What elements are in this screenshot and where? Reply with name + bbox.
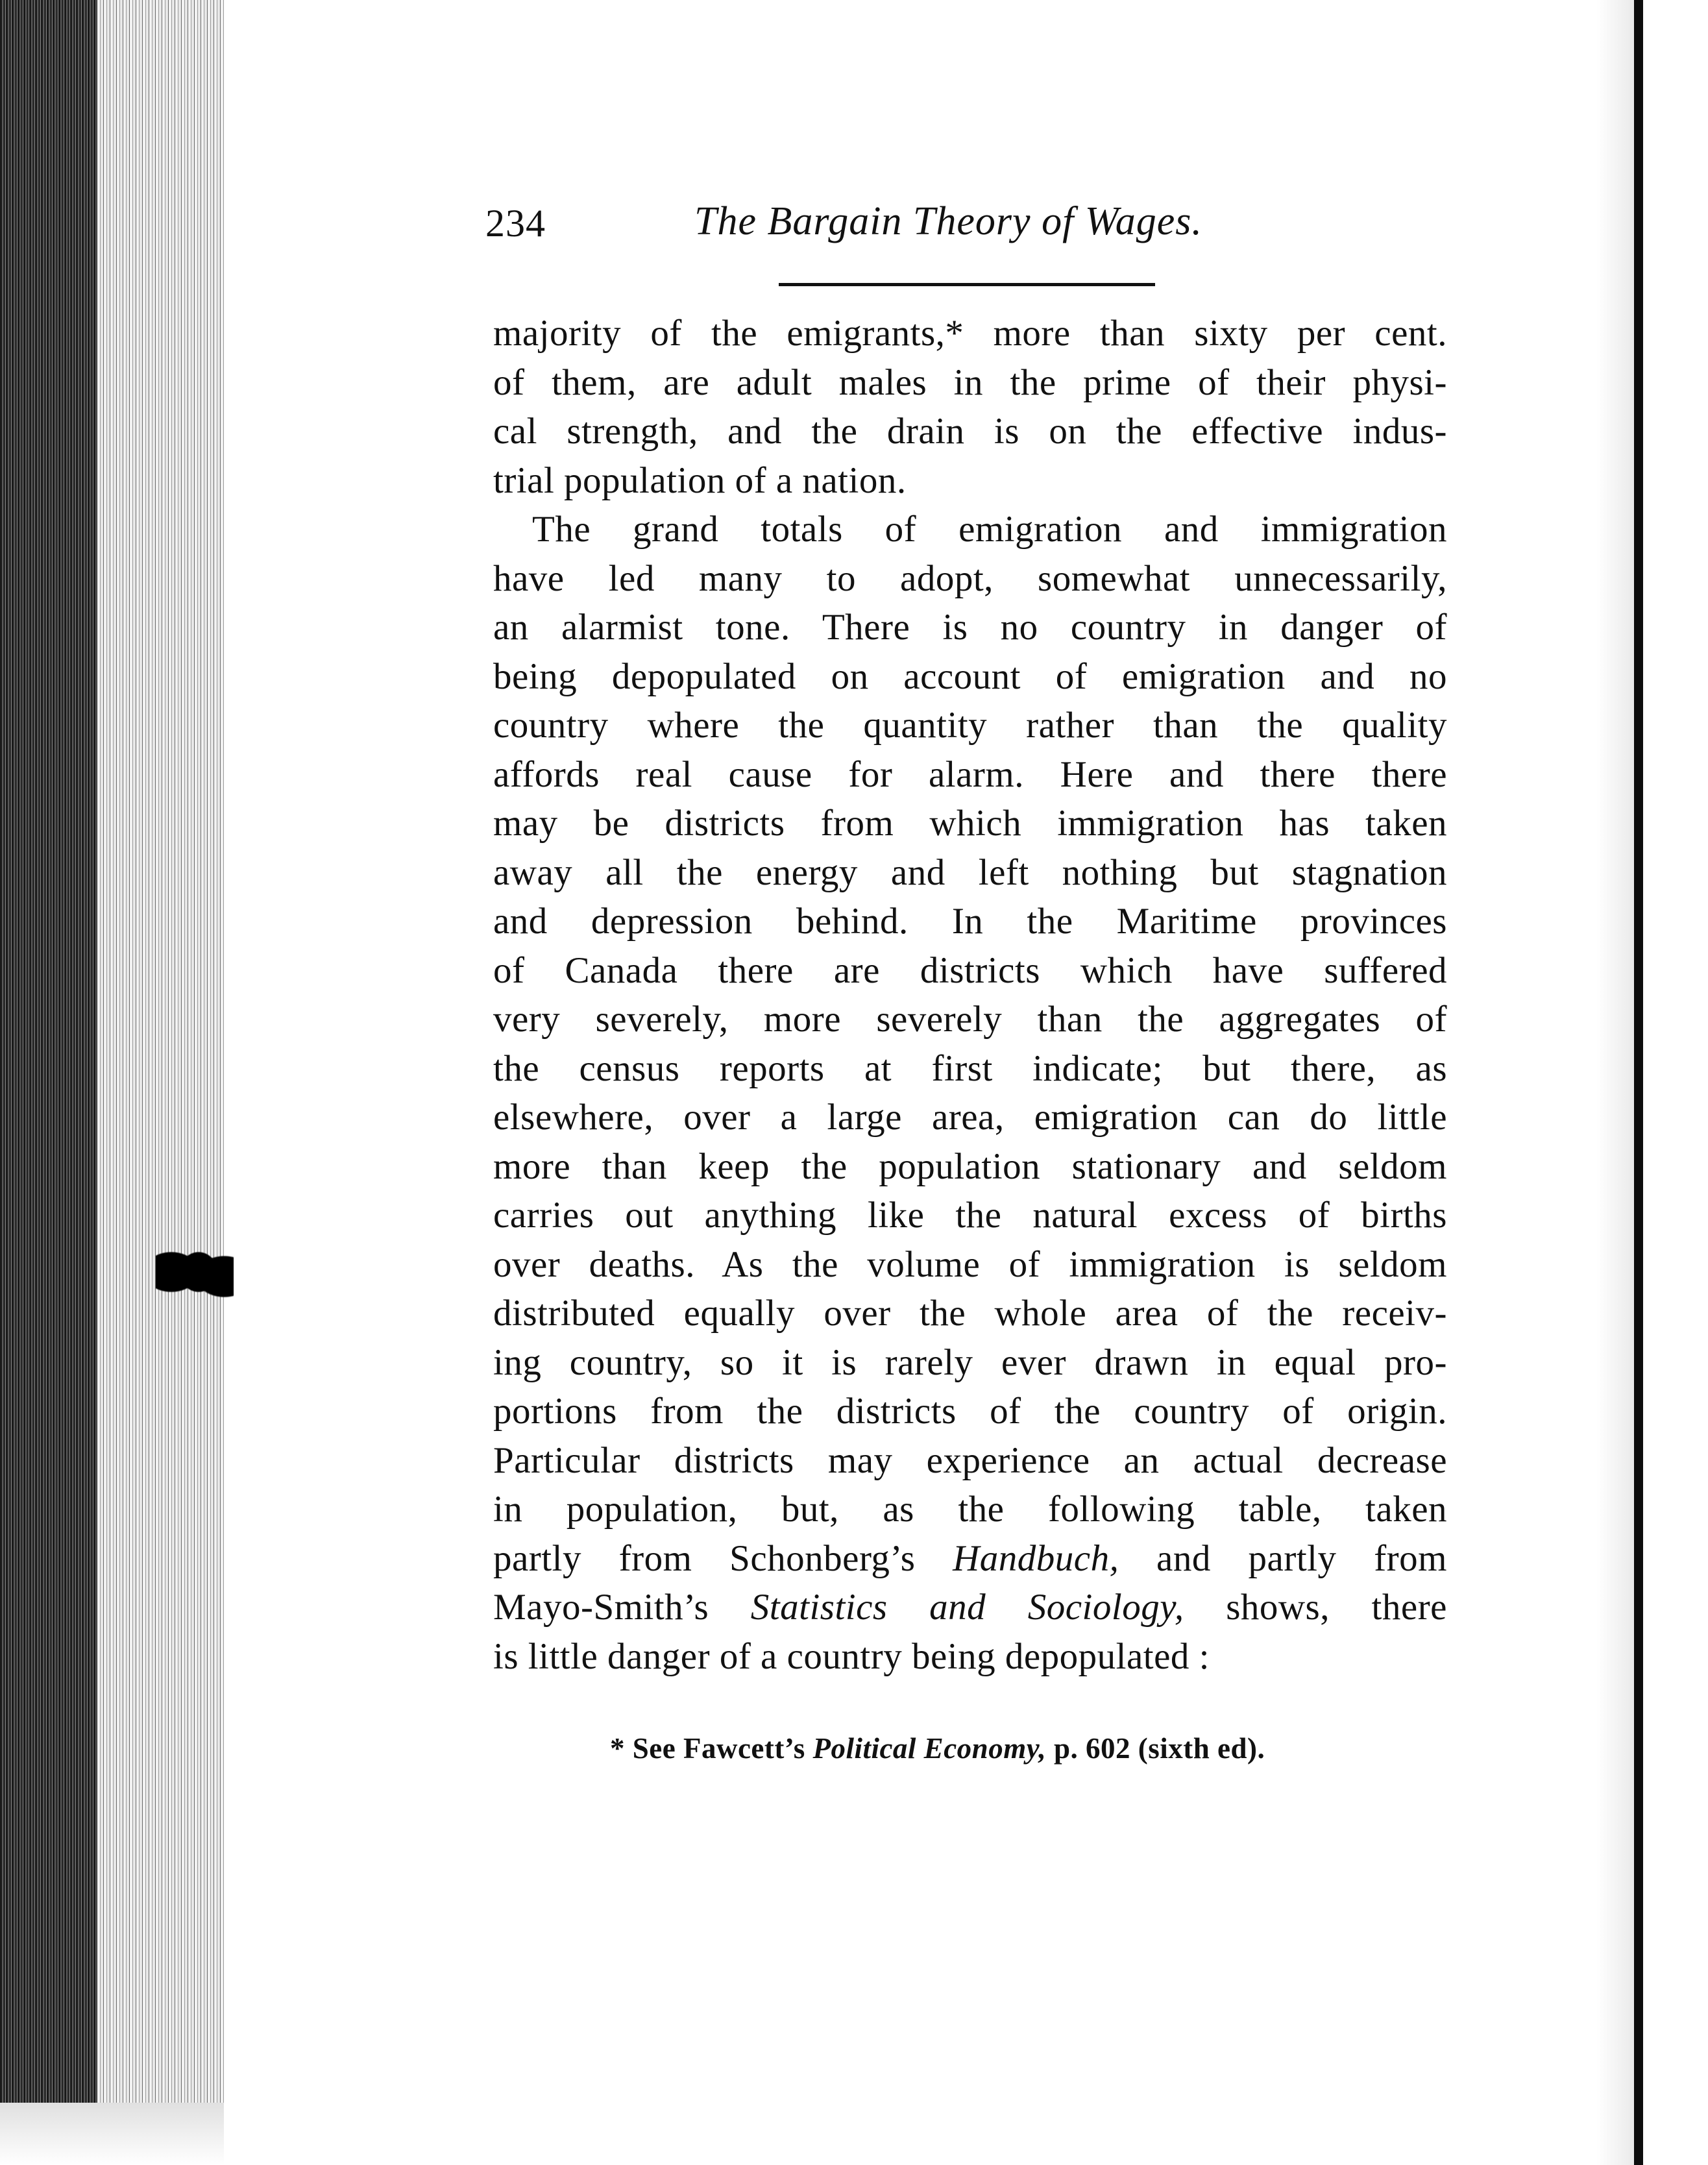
header-rule xyxy=(779,283,1155,286)
line-part: shows, there xyxy=(1184,1587,1447,1628)
footnote xyxy=(610,1731,1265,1765)
text-line: in population, but, as the following table, taken xyxy=(493,1489,1447,1530)
text-line: being depopulated on account of emigration and no xyxy=(493,655,1447,697)
text-line: away all the energy and left nothing but stagnation xyxy=(493,851,1447,893)
footnote-text: * See Fawcett’s xyxy=(610,1732,813,1765)
text-line: trial population of a nation. xyxy=(493,459,907,501)
text-line: may be districts from which immigration has taken xyxy=(493,803,1447,844)
thumb-index-mark xyxy=(156,1227,234,1317)
text-line: affords real cause for alarm. Here and there there xyxy=(493,753,1447,795)
right-margin xyxy=(1643,0,1708,2165)
text-line: over deaths. As the volume of immigration is seldom xyxy=(493,1243,1447,1285)
text-line: cal strength, and the drain is on the effective indus- xyxy=(493,411,1447,452)
cited-title: Statistics and Sociology, xyxy=(750,1587,1184,1628)
text-line: very severely, more severely than the aggregates of xyxy=(493,999,1447,1040)
text-line: is little danger of a country being depopulated : xyxy=(493,1635,1210,1677)
page-stack-leaves xyxy=(97,0,224,2142)
text-line: an alarmist tone. There is no country in danger of xyxy=(493,607,1447,648)
line-part: Mayo-Smith’s xyxy=(493,1587,751,1628)
text-line: of them, are adult males in the prime of their physi- xyxy=(493,361,1447,403)
text-line: the census reports at first indicate; but there, as xyxy=(493,1047,1447,1089)
page-stack-bottom xyxy=(0,2103,224,2165)
body-text xyxy=(493,309,1447,1681)
text-line: more than keep the population stationary and seldom xyxy=(493,1145,1447,1187)
running-header xyxy=(485,195,1258,253)
book-fore-edge xyxy=(0,0,224,2165)
right-page-edge xyxy=(1634,0,1643,2165)
text-line: country where the quantity rather than the quality xyxy=(493,705,1447,746)
text-line-with-citation xyxy=(493,1534,1447,1584)
page-number: 234 xyxy=(485,202,546,245)
text-line: Particular districts may experience an actual decrease xyxy=(493,1439,1447,1481)
text-line: distributed equally over the whole area of the receiv- xyxy=(493,1293,1447,1334)
text-line: The grand totals of emigration and immigration xyxy=(532,509,1447,550)
line-part: partly from Schonberg’s xyxy=(493,1537,953,1579)
line-part: and partly from xyxy=(1119,1537,1447,1579)
text-line: and depression behind. In the Maritime provinces xyxy=(493,901,1447,942)
footnote-text: p. 602 (sixth ed). xyxy=(1046,1732,1265,1765)
text-line-with-citation xyxy=(493,1583,1447,1632)
text-line: ing country, so it is rarely ever drawn in equal pro- xyxy=(493,1341,1447,1383)
cited-title: Handbuch, xyxy=(953,1537,1119,1579)
text-line: portions from the districts of the country of origin. xyxy=(493,1391,1447,1432)
text-line: have led many to adopt, somewhat unnecessarily, xyxy=(493,557,1447,599)
text-line: carries out anything like the natural excess of births xyxy=(493,1195,1447,1236)
running-title: The Bargain Theory of Wages. xyxy=(694,199,1202,243)
text-line: majority of the emigrants,* more than sixty per cent. xyxy=(493,313,1447,354)
footnote-cited-title: Political Economy, xyxy=(812,1732,1047,1765)
text-line: of Canada there are districts which have suffered xyxy=(493,949,1447,991)
right-gutter-shadow xyxy=(1596,0,1634,2165)
text-line: elsewhere, over a large area, emigration can do little xyxy=(493,1097,1447,1138)
